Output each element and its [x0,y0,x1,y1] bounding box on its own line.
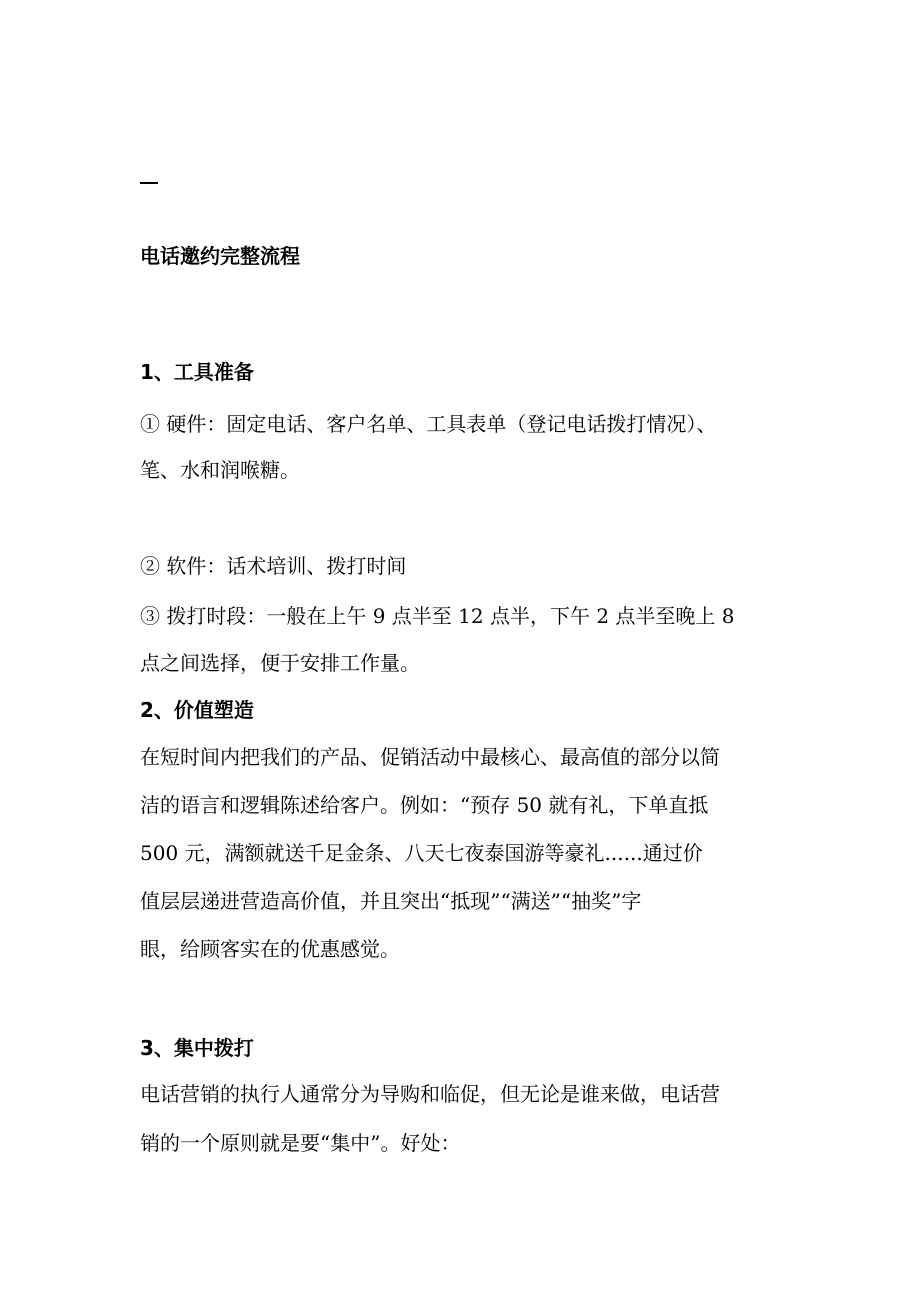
section-2-line-1: 在短时间内把我们的产品、促销活动中最核心、最高值的部分以简 [140,745,720,769]
section-1-line-3: ② 软件：话术培训、拨打时间 [140,554,407,578]
section-2-line-5: 眼，给顾客实在的优惠感觉。 [140,937,400,961]
section-2-line-2: 洁的语言和逻辑陈述给客户。例如：“预存 50 就有礼，下单直抵 [140,793,709,817]
section-heading-2: 2、价值塑造 [140,698,254,722]
section-3-line-1: 电话营销的执行人通常分为导购和临促，但无论是谁来做，电话营 [140,1082,720,1106]
section-2-line-4: 值层层递进营造高价值，并且突出“抵现”“满送”“抽奖”字 [140,889,642,913]
section-1-line-2: 笔、水和润喉糖。 [140,458,300,482]
section-1-line-5: 点之间选择，便于安排工作量。 [140,651,420,675]
section-3-line-2: 销的一个原则就是要“集中”。好处： [140,1131,461,1155]
section-heading-1: 1、工具准备 [140,360,254,384]
section-2-line-3: 500 元，满额就送千足金条、八天七夜泰国游等豪礼......通过价 [140,841,703,865]
document-title: 电话邀约完整流程 [140,244,300,268]
section-1-line-4: ③ 拨打时段：一般在上午 9 点半至 12 点半，下午 2 点半至晚上 8 [140,604,735,628]
section-heading-3: 3、集中拨打 [140,1036,254,1060]
top-mark [140,182,158,184]
section-1-line-1: ① 硬件：固定电话、客户名单、工具表单（登记电话拨打情况）、 [140,412,717,436]
